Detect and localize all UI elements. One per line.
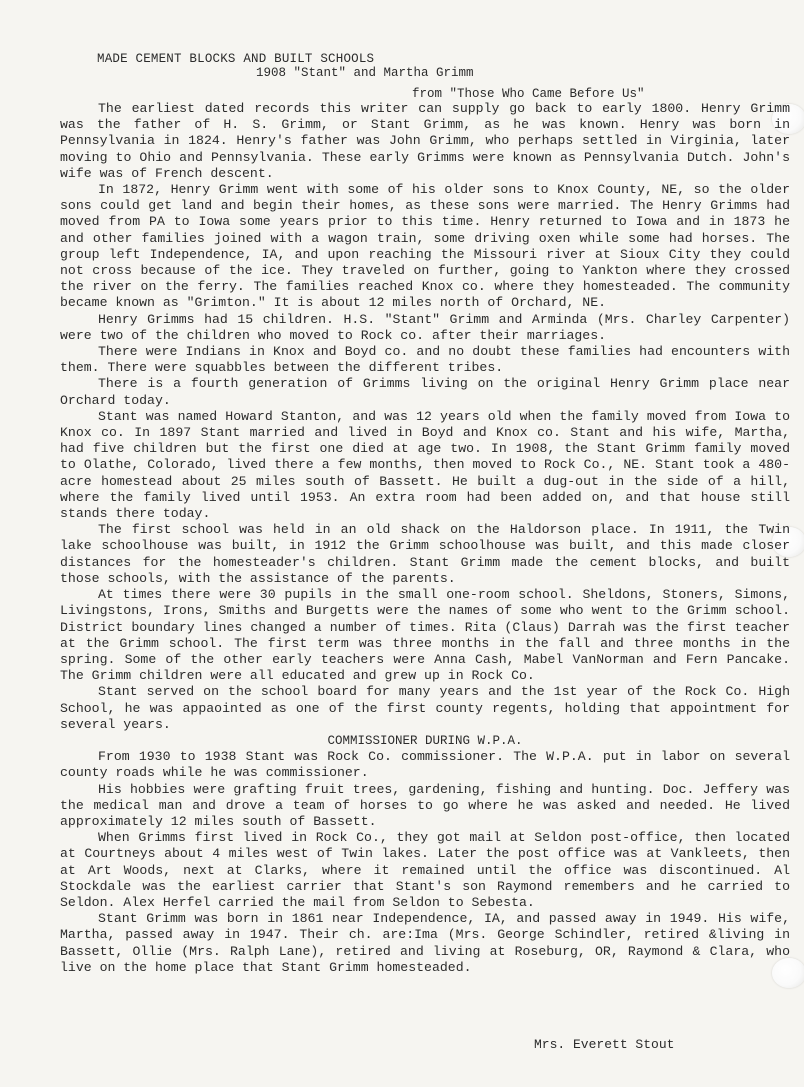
article-source: from "Those Who Came Before Us" [412,87,645,101]
paragraph: The first school was held in an old shack on the Haldorson place. In 1911, the Twin lake schoolhouse was built, in 1912 the Grimm schoolhouse was built, and this made closer distances for the homesteader's children. Stant Grimm made the cement blocks, and built those schools, with the assistance of the parents. [60,522,790,586]
paragraph: Henry Grimms had 15 children. H.S. "Stant" Grimm and Arminda (Mrs. Charley Carpenter) were two of the children who moved to Rock co. after their marriages. [60,311,790,343]
paragraph: Stant was named Howard Stanton, and was 12 years old when the family moved from Iowa to Knox co. In 1897 Stant married and lived in Boyd and Knox co. Stant and his wife, Martha, had five children but the first one died at age two. In 1908, the Stant Grimm family moved to Olathe, Colorado, lived there a few months, then moved to Rock Co., NE. Stant took a 480-acre homestead about 25 miles south of Bassett. He built a dug-out in the side of a hill, where the family lived until 1953. An extra room had been added on, and that house still stands there today. [60,408,790,522]
section-heading: COMMISSIONER DURING W.P.A. [327,733,523,748]
author-signature: Mrs. Everett Stout [534,1037,675,1052]
article-subtitle: 1908 "Stant" and Martha Grimm [256,66,474,80]
paragraph: Stant Grimm was born in 1861 near Independence, IA, and passed away in 1949. His wife, Martha, passed away in 1947. Their ch. are:Ima (Mrs. George Schindler, retired &living in Bassett, Ollie (Mrs. Ralph Lane), retired and living at Roseburg, OR, Raymond & Clara, who live on the home place that Stant Grimm homesteaded. [60,911,790,975]
paragraph: When Grimms first lived in Rock Co., they got mail at Seldon post-office, then located at Courtneys about 4 miles west of Twin lakes. Later the post office was at Vankleets, then at Art Woods, next at Clarks, where it remained until the office was discontinued. Al Stockdale was the earliest carrier that Stant's son Raymond remembers and he carried to Seldon. Alex Herfel carried the mail from Seldon to Sebesta. [60,830,790,910]
article-title: MADE CEMENT BLOCKS AND BUILT SCHOOLS [97,52,375,66]
paragraph: Stant served on the school board for many years and the 1st year of the Rock Co. High School, he was appaointed as one of the first county regents, holding that appointment for several years. [60,684,790,732]
paragraph: There is a fourth generation of Grimms living on the original Henry Grimm place near Orchard today. [60,376,790,408]
paragraph: There were Indians in Knox and Boyd co. and no doubt these families had encounters with them. There were squabbles between the different tribes. [60,344,790,376]
paragraph: In 1872, Henry Grimm went with some of his older sons to Knox County, NE, so the older sons could get land and begin their homes, as these sons were married. The Henry Grimms had moved from PA to Iowa some years prior to this time. Henry returned to Iowa and in 1873 he and other families joined with a wagon train, some driving oxen while some had horses. The group left Independence, IA, and upon reaching the Missouri river at Sioux City they could not cross because of the ice. They traveled on further, going to Yankton where they crossed the river on the ferry. The families reached Knox co. where they homesteaded. The community became known as "Grimton." It is about 12 miles north of Orchard, NE. [60,182,790,311]
paragraph: At times there were 30 pupils in the small one-room school. Sheldons, Stoners, Simons, Livingstons, Irons, Smiths and Burgetts were the names of some who went to the Grimm school. District boundary lines changed a number of times. Rita (Claus) Darrah was the first teacher at the Grimm school. The first term was three months in the fall and three months in the spring. Some of the other early teachers were Anna Cash, Mabel VanNorman and Fern Pancake. The Grimm children were all educated and grew up in Rock Co. [60,587,790,684]
paragraph: His hobbies were grafting fruit trees, gardening, fishing and hunting. Doc. Jeffery was the medical man and drove a team of horses to go where he was asked and needed. He lived approximately 12 miles south of Bassett. [60,781,790,829]
paragraph: From 1930 to 1938 Stant was Rock Co. commissioner. The W.P.A. put in labor on several county roads while he was commissioner. [60,749,790,781]
paragraph: The earliest dated records this writer can supply go back to early 1800. Henry Grimm was the father of H. S. Grimm, or Stant Grimm, as he was known. Henry was born in Pennsylvania in 1824. Henry's father was John Grimm, who perhaps settled in Virginia, later moving to Ohio and Pennsylvania. These early Grimms were known as Pennsylvania Dutch. John's wife was of French descent. [60,101,790,181]
article-body [60,101,790,976]
